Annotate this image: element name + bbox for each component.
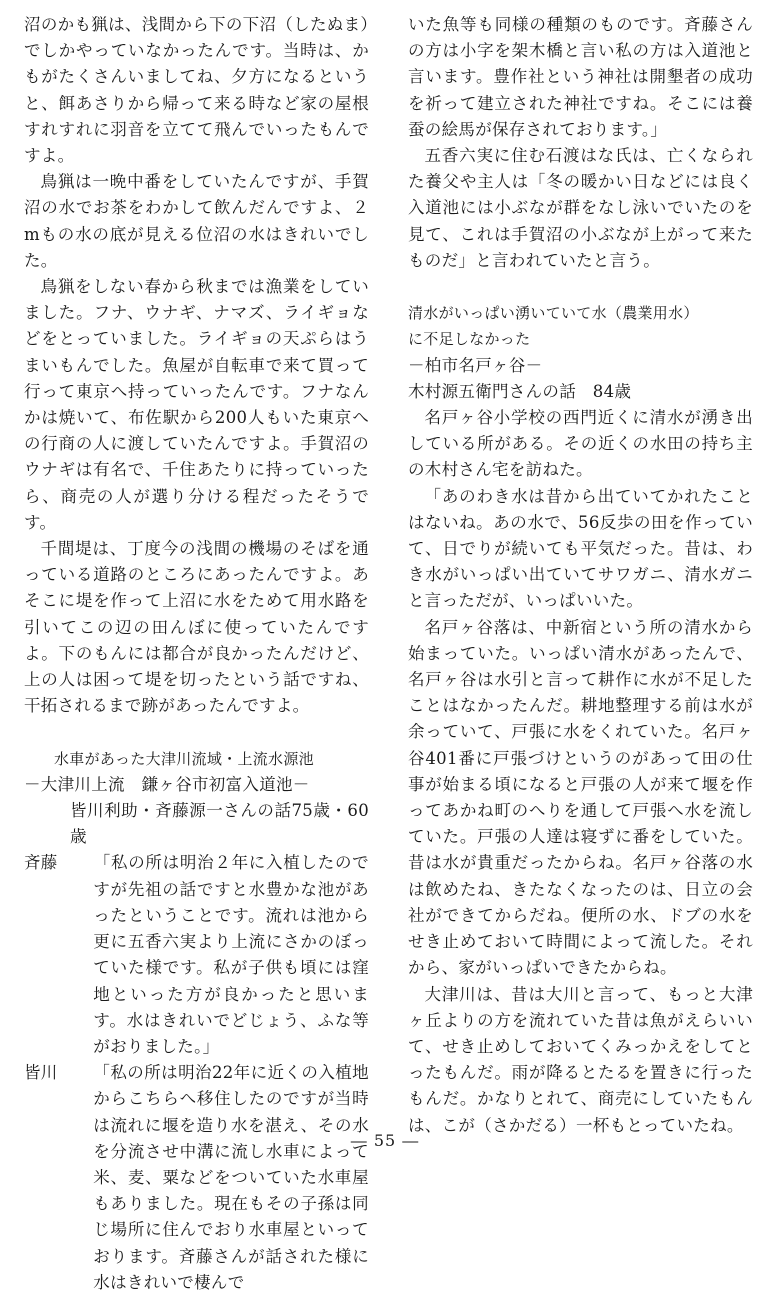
section-speaker: 木村源五衛門さんの話 84歳 [408, 381, 632, 401]
paragraph: 名戸ヶ谷小学校の西門近くに清水が湧き出している所がある。その近くの水田の持ち主の木村さん宅を訪ねた。 [408, 408, 753, 480]
section-place: －柏市名戸ヶ谷－ [408, 355, 543, 375]
paragraph: 千間堤は、丁度今の浅間の機場のそばを通っている道路のところにあったんですよ。あそこに堤を作って上沼に水をためて用水路を引いてこの辺の田んぼに使っていたんですよ。下のもんには都合が良かったんだけど、上の人は困って堤を切ったという話ですね、干拓されるまで跡があったんですよ。 [24, 539, 369, 716]
paragraph: 名戸ヶ谷落は、中新宿という所の清水から始まっていた。いっぱい清水があったんで、名戸ヶ谷は水引と言って耕作に水が不足したことはなかったんだ。耕地整理する前は水が余っていて、戸張に水をくれていた。名戸ヶ谷401番に戸張づけというのがあって田の仕事が始まる頃になると戸張の人が来て堰を作ってあかね町のへりを通して戸張へ水を流していた。戸張の人達は寝ずに番をしていた。昔は水が貴重だったからね。名戸ヶ谷落の水は飲めたね、きたなくなったのは、日立の会社ができてからだね。便所の水、ドブの水をせき止めておいて時間によって流した。それから、家がいっぱいできたからね。 [408, 617, 753, 978]
section-title: 清水がいっぱい湧いていて水（農業用水） [408, 304, 699, 323]
paragraph: 「あのわき水は昔から出ていてかれたことはないね。あの水で、56反歩の田を作っていて、日でりが続いても平気だった。昔は、わき水がいっぱい出ていてサワガニ、清水ガニと言っただが、いっぱいいた。 [408, 486, 753, 611]
right-column [408, 12, 753, 1139]
speaker-name: 斉藤 [24, 853, 58, 873]
section-title: に不足しなかった [408, 330, 531, 349]
section-title: 水車があった大津川流域・上流水源池 [54, 749, 314, 768]
paragraph: 鳥猟は一晩中番をしていたんですが、手賀沼の水でお茶をわかして飲んだんですよ、２mもの水の底が見える位沼の水はきれいでした。 [24, 172, 369, 270]
paragraph: いた魚等も同様の種類のものです。斉藤さんの方は小字を架木橋と言い私の方は入道池と言います。豊作社という神社は開墾者の成功を祈って建立された神社ですね。そこには養蚕の絵馬が保存されております。」 [408, 15, 753, 139]
paragraph: 鳥猟をしない春から秋までは漁業をしていました。フナ、ウナギ、ナマズ、ライギョなどをとっていました。ライギョの天ぷらはうまいもんでした。魚屋が自転車で来て買って行って東京へ持っていったんです。フナなんかは焼いて、布佐駅から200人もいた東京への行商の人に渡していたんですよ。手賀沼のウナギは有名で、千住あたりに持っていったら、商売の人が選り分ける程だったそうです。 [24, 277, 369, 532]
quote-paragraph [24, 1060, 369, 1296]
quote-text: 「私の所は明治22年に近くの入植地からこちらへ移住したのですが当時は流れに堰を造り水を湛え、その水を分流させ中溝に流し水車によって米、麦、粟などをついていた水車屋もありました。現在もその子孫は同じ場所に住んでおり水車屋といっております。斉藤さんが話された様に水はきれいで棲んで [93, 1063, 369, 1292]
quote-text: 「私の所は明治２年に入植したのですが先祖の話ですと水豊かな池があったということです。流れは池から更に五香六実より上流にさかのぼっていた様です。私が子供も頃には窪地といった方が良かったと思います。水はきれいでどじょう、ふな等がおりました。」 [93, 853, 369, 1056]
paragraph: 五香六実に住む石渡はな氏は、亡くなられた養父や主人は「冬の暖かい日などには良く入道池には小ぶなが群をなし泳いでいたのを見て、これは手賀沼の小ぶなが上がって来たものだ」と言われていたと言う。 [408, 146, 753, 270]
paragraph: 大津川は、昔は大川と言って、もっと大津ヶ丘よりの方を流れていた昔は魚がえらいいて、せき止めしておいてくみっかえをしてとったもんだ。雨が降るとたるを置きに行ったもんだ。かなりとれて、商売にしていたもんは、こが（さかだる）一杯もとっていたね。 [408, 984, 753, 1135]
section-place: －大津川上流 鎌ヶ谷市初富入道池－ [24, 774, 310, 794]
spacer [408, 274, 753, 300]
page-number: ― 55 ― [350, 1131, 420, 1150]
quote-paragraph [24, 850, 369, 1060]
paragraph: 沼のかも猟は、浅間から下の下沼（したぬま）でしかやっていなかったんです。当時は、かもがたくさんいましてね、夕方になるというと、餌あさりから帰って来る時など家の屋根すれすれに羽音を立てて飛んでいったもんですよ。 [24, 15, 369, 166]
speaker-name: 皆川 [24, 1063, 58, 1083]
section-speakers: 皆川利助・斉藤源一さんの話75歳・60歳 [70, 801, 369, 847]
left-column [24, 12, 369, 1296]
spacer [24, 719, 369, 745]
